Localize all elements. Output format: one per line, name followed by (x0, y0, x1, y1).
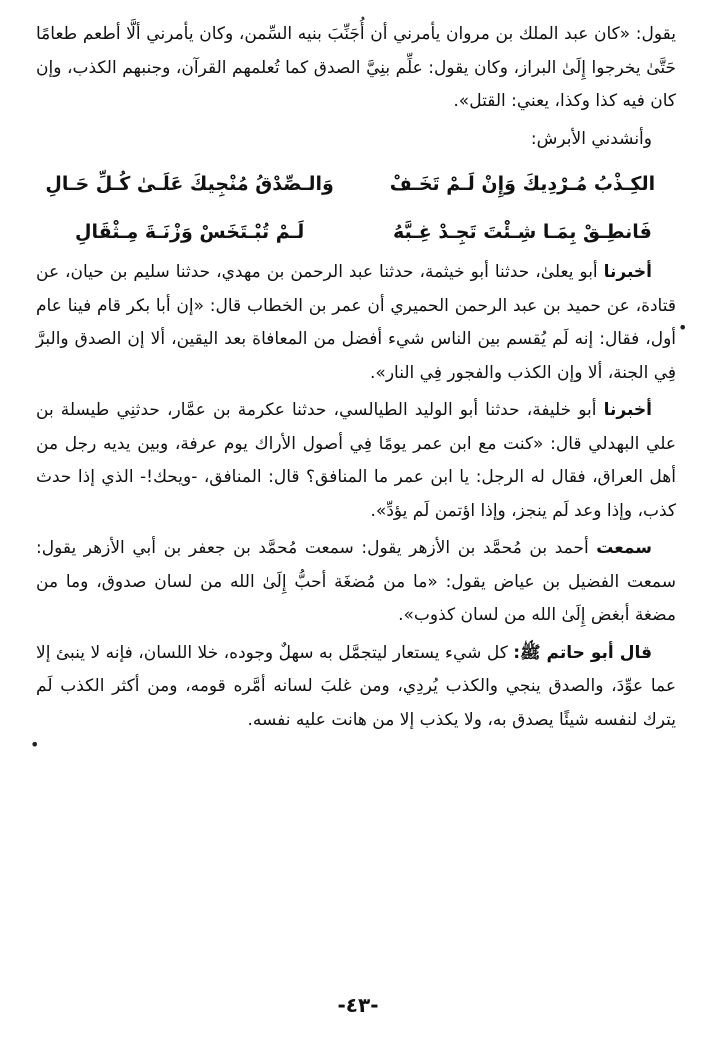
paragraph-5-lead: سمعت (596, 538, 652, 558)
verse-1-second-hemistich: وَالـصِّدْقُ مُنْجِيكَ عَلَـىٰ كُـلِّ حَـالِ (45, 173, 334, 195)
paragraph-4-text: أبو خليفة، حدثنا أبو الوليد الطيالسي، حدثنا عكرمة بن عمَّار، حدثنِي طيسلة بن علي البهدلي قال: «كنت مع ابن عمر يومًا فِي أصول الأراك يوم عرفة، وبين يديه رجل من أهل العراق، فقال له الرجل: يا ابن عمر ما المنافق؟ قال: المنافق، -ويحك!- الذي إذا حدث كذب، وإذا وعد لَم ينجز، وإذا اؤتمن لَم يؤدِّ». (36, 400, 676, 521)
verse-line-1 (36, 160, 676, 208)
paragraph-6 (36, 637, 676, 738)
paragraph-5-text: أحمد بن مُحمَّد بن الأزهر يقول: سمعت مُحمَّد بن جعفر بن أبي الأزهر يقول: سمعت الفضيل بن عياض يقول: «ما من مُضغَة أحبُّ إِلَىٰ الله من لسان صدوق، وما من مضغة أبغض إِلَىٰ الله من لسان كذوب». (36, 538, 676, 625)
paragraph-6-text: كل شيء يستعار ليتجمَّل به سهلٌ وجوده، خلا اللسان، فإنه لا ينبئ إلا عما عوِّدَ، والصدق ينجي والكذب يُردِي، ومن غلبَ لسانه أمَّره قومه، ومن أكثر الكذب لَم يترك لنفسه شيئًا يصدق به، ولا يكذب إلا من هانت عليه نفسه. (36, 642, 676, 730)
margin-mark-top: • (678, 318, 688, 337)
paragraph-5 (36, 532, 676, 633)
paragraph-6-lead: قال أبو حاتم ﷺ: (513, 642, 652, 663)
paragraph-1: يقول: «كان عبد الملك بن مروان يأمرني أن أُجَنِّبَ بنيه السِّمن، وكان يأمرني ألَّا أطعم طعامًا حَتَّىٰ يخرجوا إِلَىٰ البراز، وكان يقول: علِّم بنِيَّ الصدق كما تُعلمهم القرآن، وجنبهم الكذب، وإن كان فيه كذا وكذا، يعني: القتل». (36, 24, 676, 111)
verse-1-first-hemistich: الكِـذْبُ مُـرْدِيكَ وَإِنْ لَـمْ تَخَـفْ (389, 173, 656, 195)
page-body (36, 18, 676, 741)
paragraph-4 (36, 394, 676, 528)
paragraph-3-lead: أخبرنا (603, 262, 652, 282)
verse-line-2 (36, 208, 676, 256)
paragraph-3-text: أبو يعلىٰ، حدثنا أبو خيثمة، حدثنا عبد الرحمن بن مهدي، حدثنا سليم بن حيان، عن قتادة، عن حميد بن عبد الرحمن الحميري أن عمر بن الخطاب قال: «إن أبا بكر قام فينا عام أول، فقال: إنه لَم يُقسم بين الناس شيء أفضل من المعافاة بعد اليقين، ألا إن الصدق والبرَّ فِي الجنة، ألا وإن الكذب والفجور فِي النار». (36, 262, 676, 383)
paragraph-2: وأنشدني الأبرش: (530, 128, 652, 149)
paragraph-4-lead: أخبرنا (603, 400, 652, 420)
paragraph-3 (36, 256, 676, 390)
verse-2-second-hemistich: لَـمْ تُبْـتَخَسْ وَزْنَـةَ مِـثْقَالِ (74, 221, 305, 243)
verse-2-first-hemistich: فَانطِـقْ بِمَـا شِـئْتَ تَجِـدْ غِـبَّهُ (392, 221, 652, 243)
margin-mark-bottom: • (30, 735, 40, 754)
page-number: -٤٣- (337, 993, 379, 1017)
